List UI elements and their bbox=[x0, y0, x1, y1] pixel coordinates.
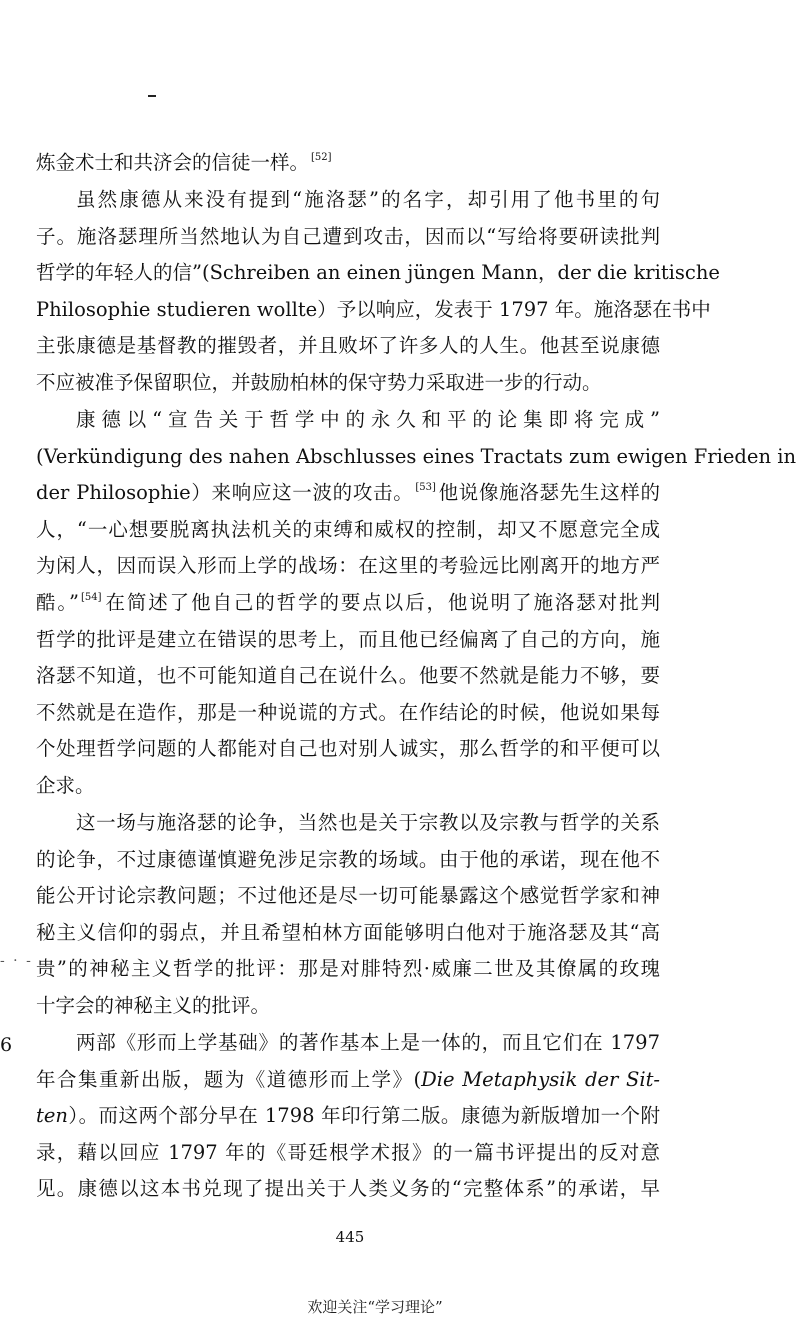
text-line: 为闲人，因而误入形而上学的战场：在这里的考验远比刚离开的地方严 bbox=[36, 554, 660, 578]
text-line: 虽然康德从来没有提到“施洛瑟”的名字，却引用了他书里的句 bbox=[76, 188, 660, 211]
text-line: 不然就是在造作，那是一种说谎的方式。在作结论的时候，他说如果每 bbox=[36, 700, 660, 724]
margin-note-number: 6 bbox=[0, 1034, 13, 1056]
text-line: 录，藉以回应 1797 年的《哥廷根学术报》的一篇书评提出的反对意 bbox=[36, 1140, 660, 1164]
text-line: 炼金术士和共济会的信徒一样。 [52] bbox=[36, 151, 332, 174]
paragraph-4 bbox=[36, 805, 660, 1025]
paragraph-2 bbox=[36, 182, 720, 402]
paragraph-1 bbox=[36, 145, 660, 182]
paragraph-3 bbox=[36, 402, 796, 805]
page-number: 445 bbox=[335, 1228, 365, 1246]
text-line: 子。施洛瑟理所当然地认为自己遭到攻击，因而以“写给将要研读批判 bbox=[36, 224, 660, 248]
text-line: 哲学的年轻人的信”(Schreiben an einen jüngen Mann，der die kritische bbox=[36, 261, 720, 285]
text-line: Philosophie studieren wollte）予以响应，发表于 1797 年。施洛瑟在书中 bbox=[36, 297, 711, 321]
text-line: 企求。 bbox=[36, 773, 95, 797]
text-line: ten）。而这两个部分早在 1798 年印行第二版。康德为新版增加一个附 bbox=[36, 1104, 660, 1128]
text-line: 年合集重新出版，题为《道德形而上学》(Die Metaphysik der Sit- bbox=[36, 1067, 660, 1091]
text-line: 不应被准予保留职位，并鼓励柏林的保守势力采取进一步的行动。 bbox=[36, 370, 602, 394]
footnote-ref-54[interactable]: [54] bbox=[81, 591, 102, 603]
footnote-ref-53[interactable]: [53] bbox=[415, 482, 436, 494]
text-line: 主张康德是基督教的摧毁者，并且败坏了许多人的人生。他甚至说康德 bbox=[36, 334, 660, 358]
text-line: 秘主义信仰的弱点，并且希望柏林方面能够明白他对于施洛瑟及其“高 bbox=[36, 920, 660, 944]
footer-watermark-text: 欢迎关注“学习理论” bbox=[307, 1298, 443, 1316]
text-line: 洛瑟不知道，也不可能知道自己在说什么。他要不然就是能力不够，要 bbox=[36, 664, 660, 688]
text-line: 这一场与施洛瑟的论争，当然也是关于宗教以及宗教与哲学的关系 bbox=[76, 811, 660, 834]
text-line: (Verkündigung des nahen Abschlusses eines Tractats zum ewigen Frieden in bbox=[36, 444, 796, 468]
text-line: 贵”的神秘主义哲学的批评：那是对腓特烈·威廉二世及其僚属的玫瑰 bbox=[36, 957, 660, 981]
stray-margin-marks: - · - bbox=[0, 953, 33, 969]
text-line: 能公开讨论宗教问题；不过他还是尽一切可能暴露这个感觉哲学家和神 bbox=[36, 884, 660, 908]
footnote-ref-52[interactable]: [52] bbox=[311, 152, 332, 163]
text-line: 见。康德以这本书兑现了提出关于人类义务的“完整体系”的承诺，早 bbox=[36, 1177, 660, 1201]
text-line: 人，“一心想要脱离执法机关的束缚和威权的控制，却又不愿意完全成 bbox=[36, 517, 660, 541]
text-line: der Philosophie）来响应这一波的攻击。 [53] 他说像施洛瑟先生这样的 bbox=[36, 481, 660, 505]
text-line: 的论争，不过康德谨慎避免涉足宗教的场域。由于他的承诺，现在他不 bbox=[36, 847, 660, 871]
text-line: 两部《形而上学基础》的著作基本上是一体的，而且它们在 1797 bbox=[76, 1031, 660, 1054]
text-line: 康德以“宣告关于哲学中的永久和平的论集即将完成” bbox=[76, 408, 660, 431]
text-line: 个处理哲学问题的人都能对自己也对别人诚实，那么哲学的和平便可以 bbox=[36, 737, 660, 761]
stray-dash-mark bbox=[148, 95, 156, 97]
text-line: 哲学的批评是建立在错误的思考上，而且他已经偏离了自己的方向，施 bbox=[36, 627, 660, 651]
text-line: 酷。” [54] 在简述了他自己的哲学的要点以后，他说明了施洛瑟对批判 bbox=[36, 590, 660, 614]
text-line: 十字会的神秘主义的批评。 bbox=[36, 993, 271, 1017]
paragraph-5 bbox=[36, 1025, 660, 1208]
